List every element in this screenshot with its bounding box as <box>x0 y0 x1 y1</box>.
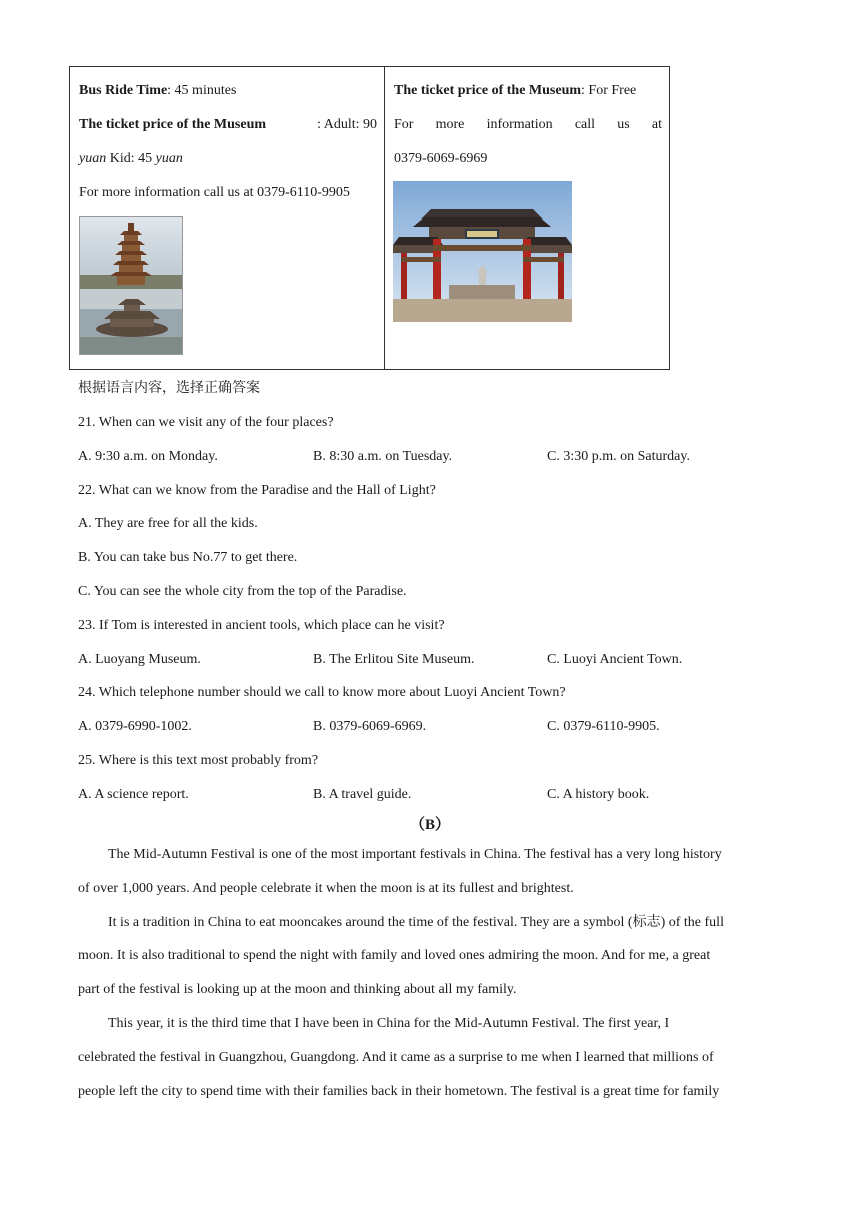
table-cell-left <box>70 67 385 369</box>
q22-option-a: A. They are free for all the kids. <box>78 516 258 531</box>
passage-line-5: part of the festival is looking up at the moon and thinking about all my family. <box>78 982 517 997</box>
q23-option-b: B. The Erlitou Site Museum. <box>313 652 475 667</box>
passage-line-4: moon. It is also traditional to spend the night with family and loved ones admiring the moon. And for me, a great <box>78 948 711 963</box>
passage-line-6: This year, it is the third time that I have been in China for the Mid-Autumn Festival. The first year, I <box>108 1016 670 1031</box>
info-left: For more information call us at 0379-6110-9905 <box>79 185 350 200</box>
info-table <box>69 66 670 370</box>
q21-option-b: B. 8:30 a.m. on Tuesday. <box>313 449 453 464</box>
table-cell-right <box>385 67 669 369</box>
ticket-price-right: The ticket price of the Museum: For Free <box>394 83 637 98</box>
passage-line-8: people left the city to spend time with their families back in their hometown. The festival is a great time for family <box>78 1084 720 1099</box>
passage-line-3: It is a tradition in China to eat mooncakes around the time of the festival. They are a symbol (标志) of the full <box>108 915 724 930</box>
q23-option-a: A. Luoyang Museum. <box>78 652 201 667</box>
instruction: 根据语言内容，选择正确答案 <box>78 381 260 396</box>
question-24: 24. Which telephone number should we call to know more about Luoyi Ancient Town? <box>78 685 566 700</box>
q22-option-b: B. You can take bus No.77 to get there. <box>78 550 298 565</box>
q24-option-c: C. 0379-6110-9905. <box>547 719 660 734</box>
q24-option-b: B. 0379-6069-6969. <box>313 719 427 734</box>
bus-ride-time: Bus Ride Time: 45 minutes <box>79 83 237 98</box>
ticket-price-left: The ticket price of the Museum : Adult: 90 <box>79 117 377 132</box>
gate-photo <box>393 181 572 322</box>
pagoda-photo <box>79 216 183 355</box>
q21-option-c: C. 3:30 p.m. on Saturday. <box>547 449 690 464</box>
question-23: 23. If Tom is interested in ancient tools, which place can he visit? <box>78 618 445 633</box>
question-25: 25. Where is this text most probably from? <box>78 753 319 768</box>
phone-right: 0379-6069-6969 <box>394 151 488 166</box>
passage-line-1: The Mid-Autumn Festival is one of the most important festivals in China. The festival has a very long history <box>108 847 722 862</box>
question-22: 22. What can we know from the Paradise and the Hall of Light? <box>78 483 436 498</box>
info-right: For more information call us at <box>394 117 662 132</box>
q23-option-c: C. Luoyi Ancient Town. <box>547 652 683 667</box>
question-21: 21. When can we visit any of the four places? <box>78 415 334 430</box>
q25-option-a: A. A science report. <box>78 787 189 802</box>
passage-line-7: celebrated the festival in Guangzhou, Guangdong. And it came as a surprise to me when I learned that millions of <box>78 1050 714 1065</box>
q24-option-a: A. 0379-6990-1002. <box>78 719 192 734</box>
q21-option-a: A. 9:30 a.m. on Monday. <box>78 449 218 464</box>
section-b-title: （B） <box>409 817 450 833</box>
q25-option-c: C. A history book. <box>547 787 650 802</box>
passage-line-2: of over 1,000 years. And people celebrate it when the moon is at its fullest and brightest. <box>78 881 574 896</box>
q22-option-c: C. You can see the whole city from the top of the Paradise. <box>78 584 407 599</box>
ticket-price-left-cont: yuan Kid: 45 yuan <box>79 151 183 166</box>
q25-option-b: B. A travel guide. <box>313 787 412 802</box>
